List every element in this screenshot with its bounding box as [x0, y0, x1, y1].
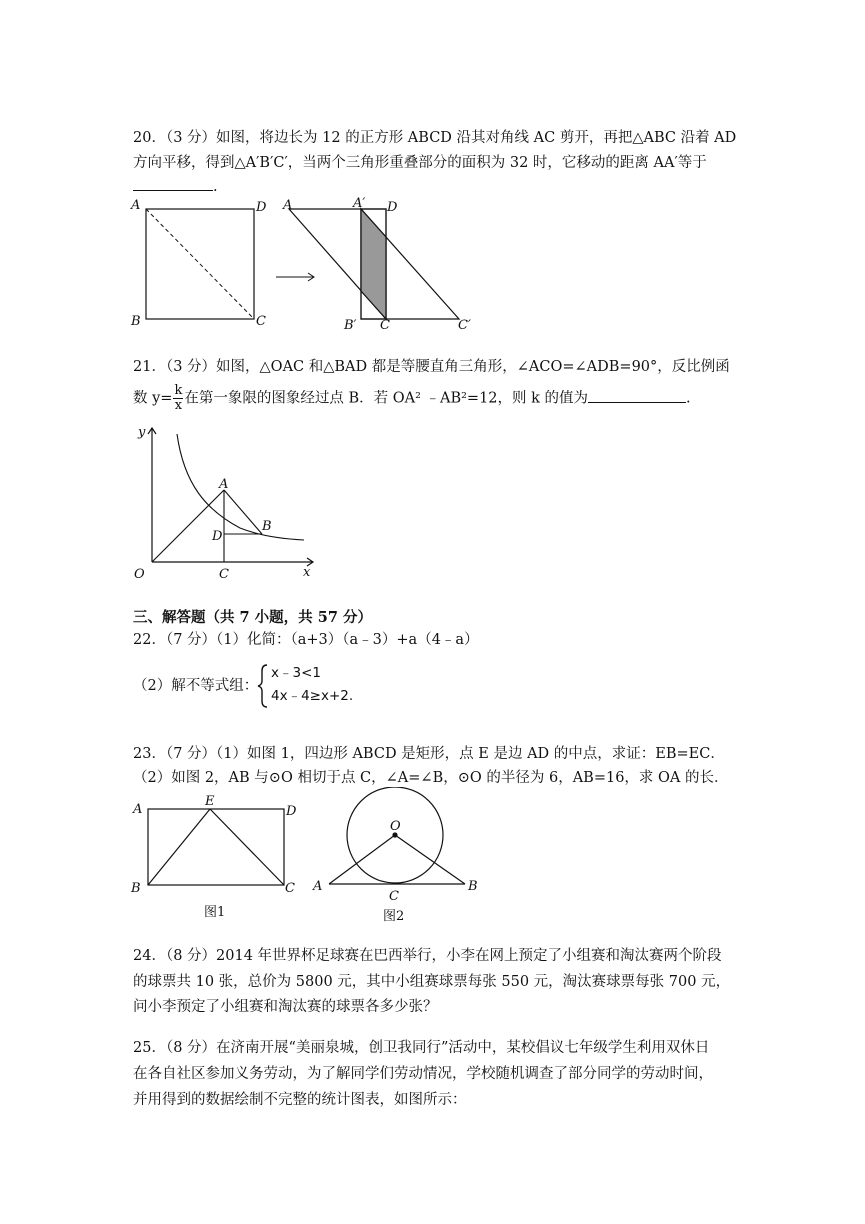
fig2-label-O: O	[390, 819, 401, 834]
q21-label-D: D	[212, 529, 223, 544]
q21-label-x: x	[303, 565, 311, 580]
fraction-k-over-x	[173, 384, 183, 413]
section-heading: 三、解答题（共 7 小题，共 57 分）	[133, 609, 372, 626]
fig1-label-D: D	[286, 804, 297, 819]
inequality-1: x﹣3<1	[271, 665, 321, 681]
fig2-label-B: B	[468, 879, 478, 894]
fraction-numerator: k	[174, 383, 183, 398]
q20-figure	[128, 195, 488, 335]
answer-blank[interactable]	[588, 388, 686, 403]
q20-answer-line	[133, 176, 218, 197]
q20-line1: 20．（3 分）如图，将边长为 12 的正方形 ABCD 沿其对角线 AC 剪开，再把△ABC 沿着 AD	[133, 130, 737, 146]
q25-line1: 25．（8 分）在济南开展“美丽泉城，创卫我同行”活动中，某校倡议七年级学生利用双休日	[133, 1040, 710, 1056]
q20-label-B: B	[131, 314, 141, 329]
fig1-label-B: B	[131, 881, 141, 896]
q21-label-A: A	[219, 477, 229, 492]
fig1-label-A: A	[133, 802, 143, 817]
inequality-2	[271, 686, 353, 706]
q23-figure1	[128, 795, 308, 925]
fig2-label-A: A	[313, 879, 323, 894]
q20-label-B1: B′	[344, 318, 357, 333]
q20-label-C2: C	[380, 318, 390, 333]
segment-OA	[152, 490, 224, 562]
q20-line2	[133, 153, 707, 173]
segment-OA	[329, 835, 395, 884]
segment-EC	[210, 809, 284, 885]
q22-part2-label: （2）解不等式组：	[133, 678, 259, 694]
segment-OB	[395, 835, 465, 884]
q21-pre: 数 y=	[133, 390, 173, 407]
q20-overlap-region	[361, 209, 386, 319]
fig1-label-C: C	[285, 881, 295, 896]
fraction-denominator: x	[174, 398, 183, 413]
fig2-caption: 图2	[383, 909, 405, 924]
q25-line3: 并用得到的数据绘制不完整的统计图表，如图所示：	[133, 1092, 467, 1108]
rectangle-ABCD	[148, 809, 284, 885]
q20-end: .	[213, 179, 218, 195]
q21-figure	[128, 422, 328, 582]
q20-line2-text: 方向平移，得到△A′B′C′，当两个三角形重叠部分的面积为 32 时，它移动的距离 AA′等于	[133, 155, 707, 171]
hyperbola-curve	[177, 434, 304, 540]
q21-label-y: y	[138, 425, 146, 440]
inequality-brace	[256, 663, 270, 709]
inequality-2-text: 4x﹣4≥x+2	[271, 688, 349, 704]
q21-line2	[133, 384, 691, 413]
q22-line1: 22．（7 分）（1）化简：（a+3）（a﹣3）+a（4﹣a）	[133, 632, 479, 648]
q23-line2: （2）如图 2，AB 与⊙O 相切于点 C，∠A=∠B，⊙O 的半径为 6，AB=16，求 OA 的长．	[133, 770, 729, 786]
fig2-label-C: C	[389, 889, 399, 904]
q24-line2: 的球票共 10 张，总价为 5800 元，其中小组赛球票每张 550 元，淘汰赛球票每张 700 元，	[133, 974, 731, 990]
q20-label-A2: A	[283, 198, 293, 213]
q21-post: 在第一象限的图象经过点 B．若 OA² ﹣AB²=12，则 k 的值为	[184, 390, 589, 407]
q21-line1: 21．（3 分）如图，△OAC 和△BAD 都是等腰直角三角形，∠ACO=∠ADB=90°，反比例函	[133, 359, 730, 375]
fig1-caption: 图1	[204, 905, 226, 920]
q23-line1: 23．（7 分）（1）如图 1，四边形 ABCD 是矩形，点 E 是边 AD 的中点，求证：EB=EC．	[133, 746, 725, 762]
answer-blank[interactable]	[133, 176, 213, 191]
q20-label-A: A	[131, 198, 141, 213]
q20-label-D: D	[256, 200, 267, 215]
q21-label-B: B	[262, 519, 272, 534]
q21-label-C: C	[219, 567, 229, 582]
q25-line2: 在各自社区参加义务劳动，为了解同学们劳动情况，学校随机调查了部分同学的劳动时间，	[133, 1066, 713, 1082]
q21-end: .	[686, 390, 691, 407]
q20-label-C1: C′	[458, 318, 471, 333]
q22-end: .	[348, 688, 354, 704]
fig1-label-E: E	[205, 795, 215, 809]
q20-diagonal	[146, 209, 254, 319]
segment-AB	[224, 490, 262, 534]
q20-label-A1: A′	[353, 196, 366, 211]
segment-EB	[148, 809, 210, 885]
q24-line3: 问小李预定了小组赛和淘汰赛的球票各多少张？	[133, 999, 438, 1015]
q21-label-O: O	[134, 567, 145, 582]
q20-label-C: C	[256, 314, 266, 329]
q23-figure2	[305, 787, 485, 927]
q24-line1: 24．（8 分）2014 年世界杯足球赛在巴西举行，小李在网上预定了小组赛和淘汰赛两个阶段	[133, 948, 722, 964]
q20-label-D2: D	[387, 200, 398, 215]
